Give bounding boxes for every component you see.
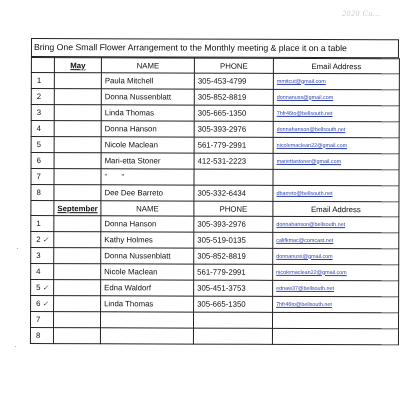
row-number: 2 [36, 235, 41, 245]
email-cell [273, 169, 399, 185]
table-row [31, 153, 399, 170]
row-number: 3 [36, 108, 42, 118]
phone-cell: 561-779-2991 [194, 137, 273, 153]
row-number-cell [31, 169, 54, 185]
empty-cell [54, 89, 101, 105]
row-number: 7 [36, 315, 41, 325]
email-cell [272, 312, 398, 328]
row-number-cell [31, 185, 54, 201]
row-number-cell [30, 327, 53, 343]
empty-cell [54, 121, 101, 137]
table-row [31, 137, 399, 154]
email-cell: donnanuss@gmail.com [273, 89, 399, 105]
row-number-cell [31, 89, 54, 105]
row-number-cell [31, 232, 54, 248]
empty-cell [54, 248, 101, 264]
sheet-title: Bring One Small Flower Arrangement to the Monthly meeting & place it on a table [31, 38, 399, 58]
empty-cell [54, 264, 101, 280]
row-number-cell [31, 296, 54, 312]
phone-cell [193, 328, 272, 344]
row-number-cell [31, 105, 54, 121]
empty-cell [54, 232, 101, 248]
phone-cell: 305-852-8819 [194, 89, 273, 105]
table-row [31, 248, 399, 265]
email-cell: mmitcut@gmail.com [273, 73, 399, 89]
table-row [31, 264, 399, 281]
table-row [31, 73, 399, 90]
row-number-cell [31, 153, 54, 169]
signup-table-body [30, 58, 399, 345]
table-row [30, 327, 398, 344]
table-row [31, 296, 399, 313]
signup-table [30, 57, 400, 345]
row-number-cell [30, 312, 53, 328]
row-number: 4 [36, 124, 42, 134]
phone-cell: 305-519-0135 [194, 232, 273, 248]
may-header-row [31, 58, 399, 74]
name-cell [100, 312, 193, 328]
margin-mark: · [16, 244, 19, 253]
row-number-cell [31, 280, 54, 296]
email-cell: donnanuss@gmail.com [273, 248, 399, 264]
row-number: 6 [36, 299, 41, 309]
phone-cell [193, 312, 272, 328]
row-number: 1 [36, 76, 42, 86]
name-cell [100, 328, 193, 344]
email-cell: 7hfr46to@bellsouth.net [273, 296, 399, 312]
phone-cell [194, 169, 273, 185]
name-column-header: NAME [101, 201, 194, 216]
phone-cell: 305-852-8819 [194, 248, 273, 264]
email-cell [272, 328, 398, 344]
row-number: 4 [36, 267, 41, 277]
name-cell: Linda Thomas [101, 105, 194, 121]
name-cell: Nicole Maclean [101, 264, 194, 280]
name-cell: Nicole Maclean [101, 137, 194, 153]
email-cell: nicolemaclean22@gmail.com [273, 264, 399, 280]
phone-cell: 305-393-2976 [194, 216, 273, 232]
email-cell: ednaw37@bellsouth.net [273, 280, 399, 296]
row-number-cell [31, 216, 54, 232]
empty-cell [54, 216, 101, 232]
table-row [31, 280, 399, 297]
empty-cell [53, 328, 100, 344]
table-row [31, 169, 399, 186]
row-number-cell [31, 121, 54, 137]
check-mark: ✓ [42, 237, 49, 245]
table-row [31, 185, 399, 202]
empty-cell [54, 280, 101, 296]
row-number-cell [31, 264, 54, 280]
empty-cell [54, 185, 101, 201]
name-cell: Paula Mitchell [101, 73, 194, 89]
phone-cell: 305-453-4799 [194, 73, 273, 89]
email-cell: donnahanson@bellsouth.net [273, 121, 399, 137]
corner-handwritten-note: 2020 Cu... [342, 9, 381, 18]
name-cell: Donna Nussenblatt [101, 89, 194, 105]
row-number: 1 [36, 219, 41, 229]
phone-cell: 305-332-6434 [194, 185, 273, 201]
header-spacer-cell [31, 201, 54, 216]
row-number: 2 [36, 92, 42, 102]
empty-cell [54, 169, 101, 185]
email-cell: califkmac@comcast.net [273, 232, 399, 248]
margin-mark: · [14, 342, 17, 351]
name-cell: Donna Hanson [101, 216, 194, 232]
phone-cell: 305-393-2976 [194, 121, 273, 137]
header-spacer-cell [31, 58, 54, 73]
name-cell: Dee Dee Barreto [101, 185, 194, 201]
name-cell: Mari-etta Stoner [101, 153, 194, 169]
name-cell: " " [101, 169, 194, 185]
name-cell: Linda Thomas [101, 296, 194, 312]
row-number-cell [31, 137, 54, 153]
table-row [31, 105, 399, 122]
check-mark: ✓ [42, 285, 49, 293]
email-cell: 7hfr46to@bellsouth.net [273, 105, 399, 121]
phone-cell: 561-779-2991 [194, 264, 273, 280]
empty-cell [53, 312, 100, 328]
phone-cell: 305-451-3753 [194, 280, 273, 296]
email-column-header: Email Address [273, 201, 399, 216]
signup-sheet [30, 38, 399, 345]
row-number: 7 [36, 172, 41, 182]
name-cell: Donna Nussenblatt [101, 248, 194, 264]
row-number-cell [31, 73, 54, 89]
email-cell: dbarreto@bellsouth.net [273, 185, 399, 201]
table-row [31, 216, 399, 233]
table-row [31, 121, 399, 138]
email-column-header: Email Address [273, 58, 399, 73]
may-month-label: May [54, 58, 101, 73]
table-row [31, 89, 399, 106]
empty-cell [54, 153, 101, 169]
phone-cell: 305-665-1350 [194, 296, 273, 312]
september-header-row [31, 201, 399, 217]
row-number: 8 [35, 331, 41, 341]
september-month-label: September [54, 201, 101, 216]
row-number: 5 [36, 140, 41, 150]
row-number-cell [31, 248, 54, 264]
email-cell: mariettastoner@gmail.com [273, 153, 399, 169]
name-cell: Kathy Holmes [101, 232, 194, 248]
phone-column-header: PHONE [194, 58, 273, 73]
name-column-header: NAME [101, 58, 194, 73]
empty-cell [54, 296, 101, 312]
phone-column-header: PHONE [194, 201, 273, 216]
empty-cell [54, 137, 101, 153]
row-number: 5 [36, 283, 41, 293]
row-number: 8 [36, 188, 41, 198]
name-cell: Donna Hanson [101, 121, 194, 137]
empty-cell [54, 73, 101, 89]
table-row [30, 312, 398, 329]
phone-cell: 305-665-1350 [194, 105, 273, 121]
phone-cell: 412-531-2223 [194, 153, 273, 169]
row-number: 3 [36, 251, 41, 261]
name-cell: Edna Waldorf [101, 280, 194, 296]
email-cell: nicolemaclean22@gmail.com [273, 137, 399, 153]
table-row [31, 232, 399, 249]
email-cell: donnahanson@bellsouth.net [273, 216, 399, 232]
row-number: 6 [36, 156, 41, 166]
empty-cell [54, 105, 101, 121]
check-mark: ✓ [42, 301, 49, 309]
